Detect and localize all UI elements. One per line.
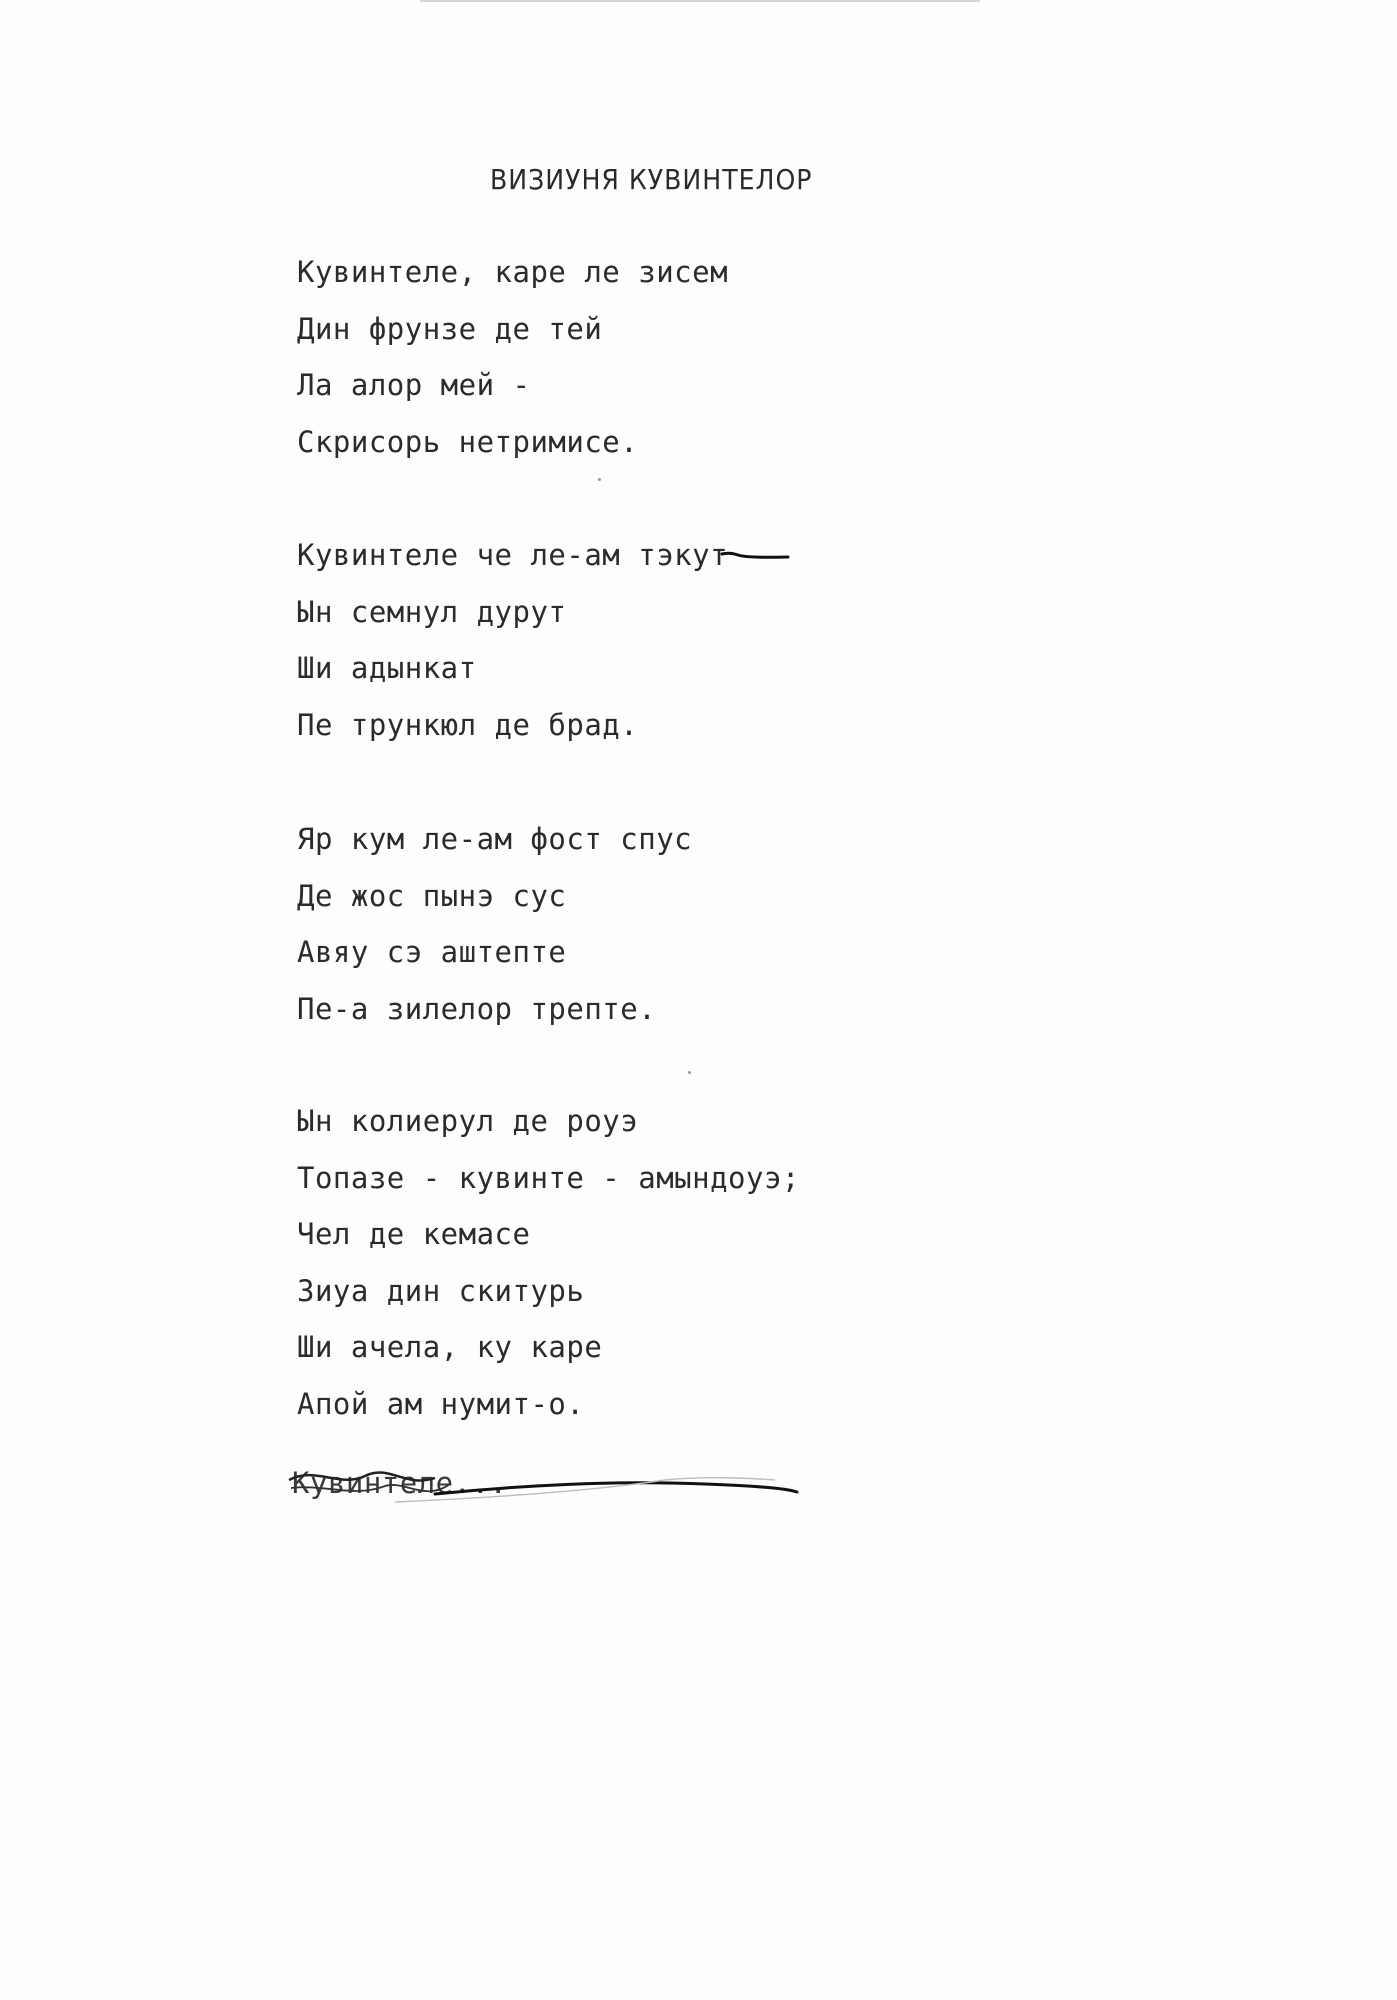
poem-line: Яр кум ле-ам фост спус <box>297 822 693 856</box>
poem-line: Чел де кемасе <box>297 1217 531 1251</box>
poem-line: Ла алор мей - <box>297 368 531 402</box>
poem-line: Пе трункюл де брад. <box>297 707 639 742</box>
stanza-2 <box>297 527 917 753</box>
stanza-4 <box>297 1093 917 1432</box>
poem-line: Кувинтеле, каре ле зисем <box>297 255 729 289</box>
paper-top-edge <box>420 0 980 2</box>
strike-through-scribble <box>285 1458 805 1538</box>
paper-speck <box>598 478 601 481</box>
stanza-1 <box>297 244 917 470</box>
poem-line: Скрисорь нетримисе. <box>297 424 639 459</box>
stanza-3 <box>297 811 917 1037</box>
poem-title: ВИЗИУНЯ КУВИНТЕЛОР <box>490 163 813 196</box>
poem-line: Топазе - кувинте - амындоуэ; <box>297 1160 800 1195</box>
poem-line: Зиуа дин скитурь <box>297 1273 585 1308</box>
poem-line: Ши ачела, ку каре <box>297 1330 603 1364</box>
pen-dash-mark <box>720 548 790 562</box>
poem-line: Дин фрунзе де тей <box>297 311 603 346</box>
poem-line: Апой ам нумит-о. <box>297 1386 585 1421</box>
poem-line: Ын колиерул де роуэ <box>297 1104 639 1138</box>
poem-line: Авяу сэ аштепте <box>297 935 567 969</box>
poem-line: Кувинтеле че ле-ам тэкут <box>297 538 729 572</box>
poem-line: Ын семнул дурут <box>297 594 567 629</box>
poem-line: Де жос пынэ сус <box>297 878 567 913</box>
struck-out-line: Кувинтеле... <box>292 1466 508 1500</box>
paper-speck <box>688 1071 691 1074</box>
poem-line: Ши адынкат <box>297 651 477 685</box>
poem-line: Пе-а зилелор трепте. <box>297 991 657 1026</box>
